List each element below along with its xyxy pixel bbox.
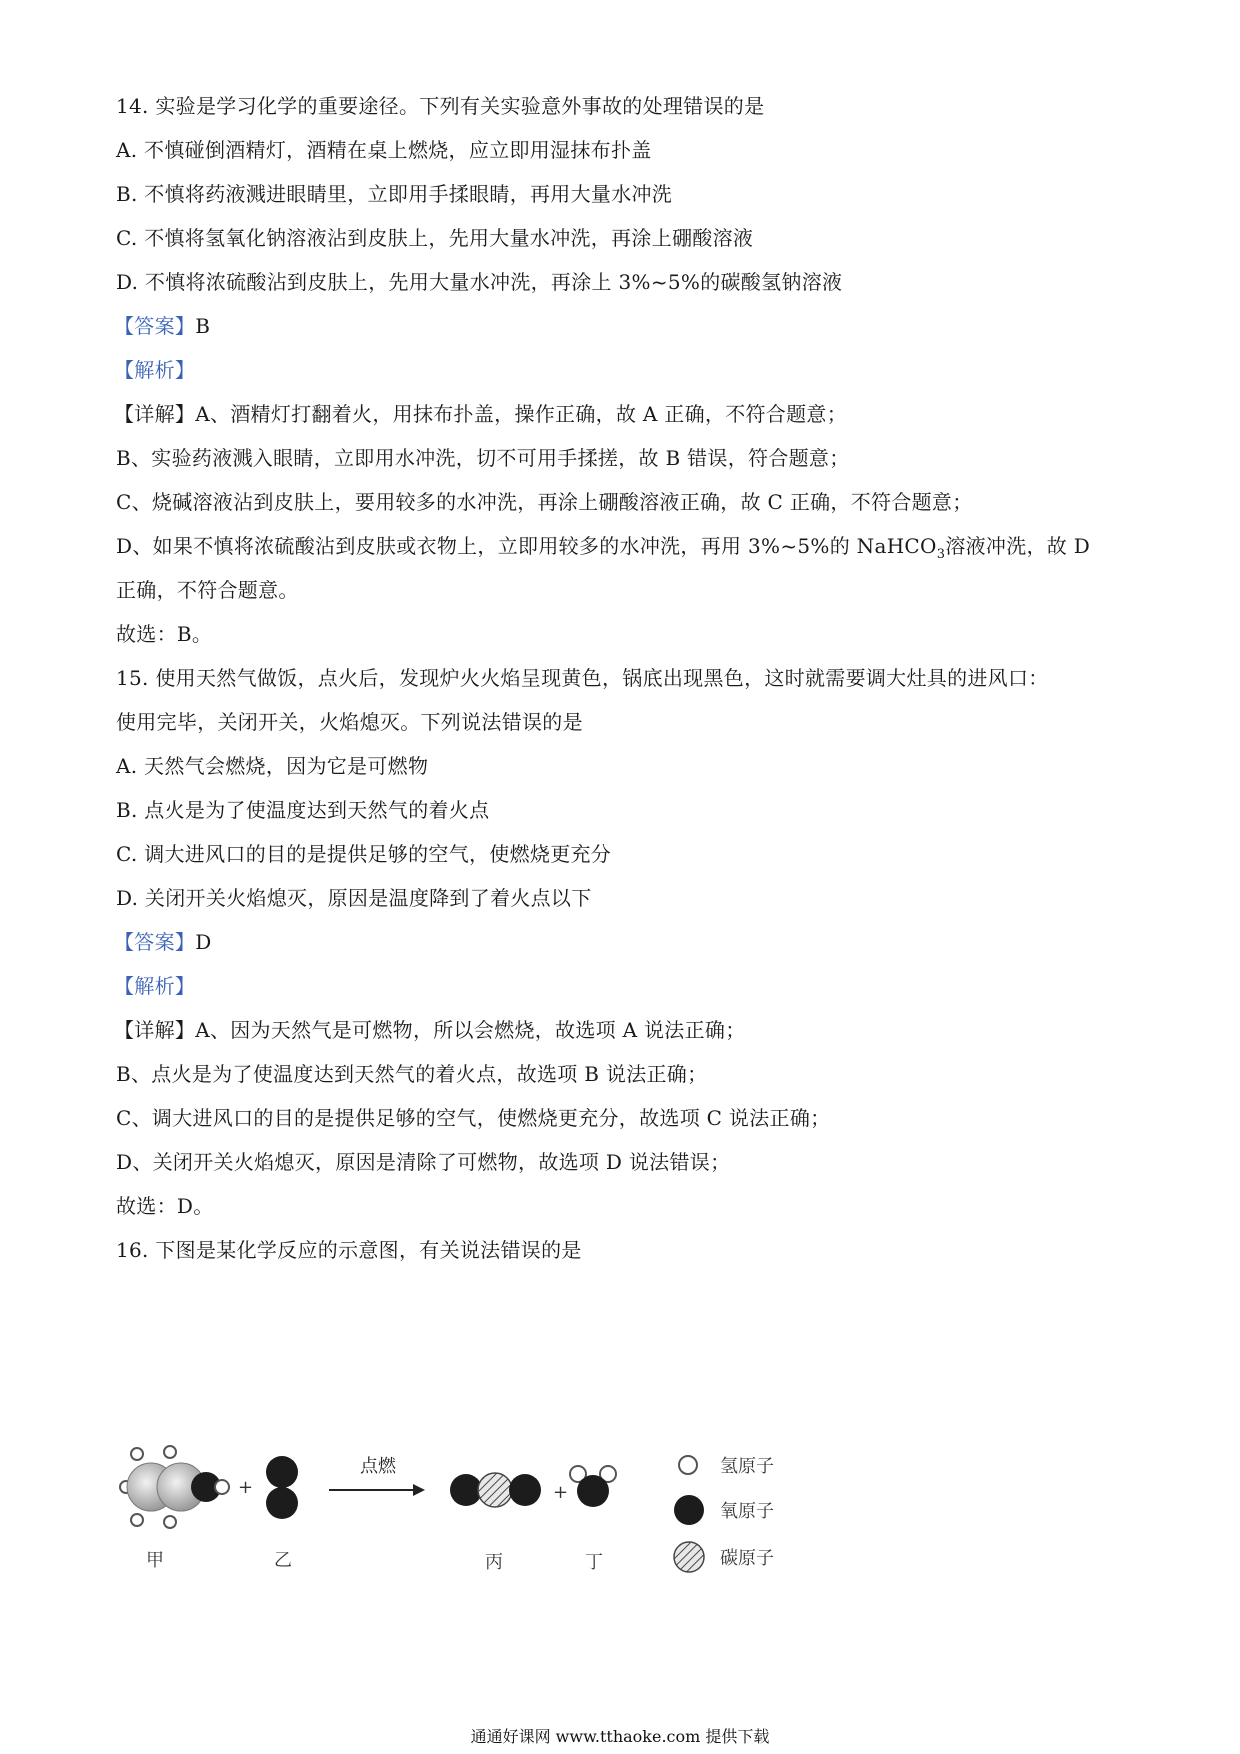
label-jia: 甲	[146, 1550, 164, 1571]
oxygen-atom	[450, 1474, 482, 1506]
molecule-ding	[570, 1466, 616, 1507]
detail-d-post: 溶液冲洗，故 D	[945, 534, 1091, 558]
q14-analysis-tag	[114, 357, 195, 383]
q15-detail-b: B、点火是为了使温度达到天然气的着火点，故选项 B 说法正确；	[116, 1062, 708, 1086]
q14-option-d: D. 不慎将浓硫酸沾到皮肤上，先用大量水冲洗，再涂上 3%~5%的碳酸氢钠溶液	[116, 270, 843, 294]
oxygen-atom	[266, 1456, 298, 1488]
plus-sign-1: +	[238, 1477, 254, 1498]
hydrogen-atom	[215, 1480, 229, 1494]
q16-stem: 16. 下图是某化学反应的示意图，有关说法错误的是	[116, 1238, 582, 1262]
legend-hydrogen-icon	[679, 1456, 697, 1474]
oxygen-atom	[577, 1475, 609, 1507]
answer-tag: 【答案】	[114, 314, 196, 338]
detail-tag: 【详解】	[114, 402, 196, 426]
page-footer: 通通好课网 www.tthaoke.com 提供下载	[470, 1727, 770, 1746]
detail-text: A、酒精灯打翻着火，用抹布扑盖，操作正确，故 A 正确，不符合题意；	[195, 402, 848, 426]
q14-detail-a	[114, 401, 847, 427]
oxygen-atom	[266, 1487, 298, 1519]
arrow-head-icon	[413, 1484, 425, 1496]
q15-stem-line1: 15. 使用天然气做饭，点火后，发现炉火火焰呈现黄色，锅底出现黑色，这时就需要调大灶具的进风口：	[116, 666, 1049, 690]
q14-option-a: A. 不慎碰倒酒精灯，酒精在桌上燃烧，应立即用湿抹布扑盖	[116, 138, 652, 162]
label-bing: 丙	[485, 1552, 503, 1573]
q14-option-b: B. 不慎将药液溅进眼睛里，立即用手揉眼睛，再用大量水冲洗	[116, 182, 673, 206]
q15-option-b: B. 点火是为了使温度达到天然气的着火点	[116, 798, 490, 822]
q15-detail-a	[114, 1017, 746, 1043]
answer-tag: 【答案】	[114, 930, 196, 954]
q15-answer	[114, 929, 212, 955]
detail-d-pre: D、如果不慎将浓硫酸沾到皮肤或衣物上，立即用较多的水冲洗，再用 3%~5%的 NaHCO	[116, 534, 937, 558]
detail-tag: 【详解】	[114, 1018, 196, 1042]
q15-option-c: C. 调大进风口的目的是提供足够的空气，使燃烧更充分	[116, 842, 612, 866]
q14-answer	[114, 313, 210, 339]
q15-stem-line2: 使用完毕，关闭开关，火焰熄灭。下列说法错误的是	[116, 710, 583, 734]
q14-detail-c: C、烧碱溶液沾到皮肤上，要用较多的水冲洗，再涂上硼酸溶液正确，故 C 正确，不符合题意；	[116, 490, 973, 514]
legend-carbon: 碳原子	[720, 1548, 774, 1569]
legend-carbon-icon	[674, 1542, 704, 1572]
q15-option-d: D. 关闭开关火焰熄灭，原因是温度降到了着火点以下	[116, 886, 592, 910]
q14-detail-d-cont: 正确，不符合题意。	[116, 578, 299, 602]
q14-conclusion: 故选：B。	[116, 622, 213, 646]
label-ding: 丁	[585, 1552, 603, 1573]
diagram-legend	[674, 1456, 774, 1572]
answer-value: D	[195, 930, 212, 954]
q15-detail-d: D、关闭开关火焰熄灭，原因是清除了可燃物，故选项 D 说法错误；	[116, 1150, 731, 1174]
plus-sign-2: +	[553, 1482, 569, 1503]
q15-conclusion: 故选：D。	[116, 1194, 214, 1218]
q15-analysis-tag	[114, 973, 195, 999]
hydrogen-atom	[131, 1514, 143, 1526]
q14-detail-d	[116, 533, 1090, 568]
legend-oxygen: 氧原子	[720, 1501, 774, 1522]
answer-value: B	[195, 314, 211, 338]
analysis-tag: 【解析】	[114, 358, 196, 382]
analysis-tag: 【解析】	[114, 974, 196, 998]
carbon-atom	[478, 1473, 512, 1507]
q14-detail-b: B、实验药液溅入眼睛，立即用水冲洗，切不可用手揉搓，故 B 错误，符合题意；	[116, 446, 850, 470]
oxygen-atom	[509, 1474, 541, 1506]
legend-hydrogen: 氢原子	[720, 1456, 774, 1477]
reaction-diagram	[115, 1430, 895, 1590]
q15-detail-c: C、调大进风口的目的是提供足够的空气，使燃烧更充分，故选项 C 说法正确；	[116, 1106, 831, 1130]
molecule-yi	[266, 1456, 298, 1519]
detail-d-subscript: 3	[936, 547, 946, 562]
molecule-jia	[120, 1446, 229, 1528]
q15-option-a: A. 天然气会燃烧，因为它是可燃物	[116, 754, 429, 778]
label-yi: 乙	[274, 1550, 292, 1571]
hydrogen-atom	[164, 1446, 176, 1458]
q14-stem: 14. 实验是学习化学的重要途径。下列有关实验意外事故的处理错误的是	[116, 94, 765, 118]
molecule-bing	[450, 1473, 541, 1507]
q14-option-c: C. 不慎将氢氧化钠溶液沾到皮肤上，先用大量水冲洗，再涂上硼酸溶液	[116, 226, 754, 250]
legend-oxygen-icon	[674, 1495, 704, 1525]
hydrogen-atom	[164, 1516, 176, 1528]
reaction-condition: 点燃	[360, 1456, 396, 1477]
detail-text: A、因为天然气是可燃物，所以会燃烧，故选项 A 说法正确；	[195, 1018, 746, 1042]
hydrogen-atom	[131, 1448, 143, 1460]
